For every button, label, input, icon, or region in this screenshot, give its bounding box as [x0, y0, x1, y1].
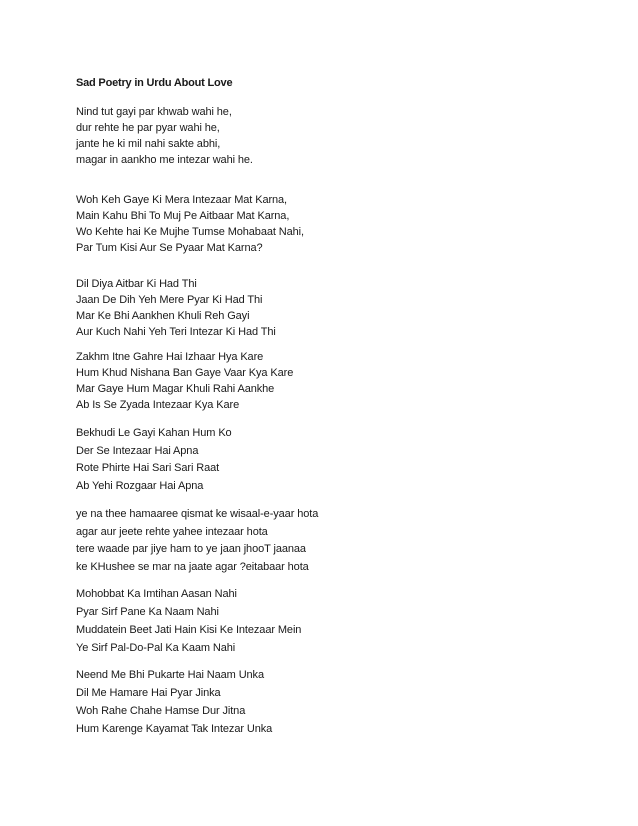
stanza-3 [76, 276, 276, 340]
poem-line: dur rehte he par pyar wahi he, [76, 122, 220, 134]
poem-line: Mar Ke Bhi Aankhen Khuli Reh Gayi [76, 310, 250, 322]
poem-line: Wo Kehte hai Ke Mujhe Tumse Mohabaat Nahi, [76, 226, 304, 238]
poem-line: Mohobbat Ka Imtihan Aasan Nahi [76, 588, 237, 600]
poem-line: Woh Keh Gaye Ki Mera Intezaar Mat Karna, [76, 194, 288, 206]
stanza-1 [76, 104, 253, 168]
poem-line: Main Kahu Bhi To Muj Pe Aitbaar Mat Karna, [76, 210, 290, 222]
poem-line: tere waade par jiye ham to ye jaan jhooT jaanaa [76, 543, 306, 555]
poem-line: ye na thee hamaaree qismat ke wisaal-e-yaar hota [76, 508, 319, 520]
poem-line: Pyar Sirf Pane Ka Naam Nahi [76, 606, 219, 618]
poem-line: Mar Gaye Hum Magar Khuli Rahi Aankhe [76, 383, 275, 395]
document-title: Sad Poetry in Urdu About Love [76, 77, 233, 89]
stanza-2 [76, 192, 304, 256]
poem-line: Ab Is Se Zyada Intezaar Kya Kare [76, 399, 240, 411]
stanza-8 [76, 666, 272, 738]
poem-line: Hum Karenge Kayamat Tak Intezar Unka [76, 723, 273, 735]
poem-line: Jaan De Dih Yeh Mere Pyar Ki Had Thi [76, 294, 263, 306]
poem-line: jante he ki mil nahi sakte abhi, [76, 138, 221, 150]
poem-line: Hum Khud Nishana Ban Gaye Vaar Kya Kare [76, 367, 294, 379]
stanza-5 [76, 425, 232, 495]
poem-line: Ye Sirf Pal-Do-Pal Ka Kaam Nahi [76, 642, 236, 654]
poem-line: Bekhudi Le Gayi Kahan Hum Ko [76, 427, 232, 439]
poem-line: Par Tum Kisi Aur Se Pyaar Mat Karna? [76, 242, 263, 254]
poem-line: agar aur jeete rehte yahee intezaar hota [76, 525, 268, 538]
poem-line: Ab Yehi Rozgaar Hai Apna [76, 479, 204, 492]
poem-line: Rote Phirte Hai Sari Sari Raat [76, 462, 220, 474]
poem-line: Dil Diya Aitbar Ki Had Thi [76, 278, 197, 290]
stanza-6 [76, 506, 318, 576]
poem-line: Neend Me Bhi Pukarte Hai Naam Unka [76, 669, 264, 681]
poem-line: Woh Rahe Chahe Hamse Dur Jitna [76, 705, 246, 717]
poem-line: Aur Kuch Nahi Yeh Teri Intezar Ki Had Thi [76, 326, 276, 338]
poem-line: Nind tut gayi par khwab wahi he, [76, 106, 232, 118]
poem-line: ke KHushee se mar na jaate agar ?eitabaar hota [76, 560, 309, 573]
stanza-7 [76, 585, 301, 657]
poem-line: Dil Me Hamare Hai Pyar Jinka [76, 687, 221, 699]
poem-line: Muddatein Beet Jati Hain Kisi Ke Intezaar Mein [76, 624, 302, 636]
poem-line: magar in aankho me intezar wahi he. [76, 154, 253, 166]
poem-line: Der Se Intezaar Hai Apna [76, 444, 199, 457]
stanza-4 [76, 349, 293, 413]
poem-line: Zakhm Itne Gahre Hai Izhaar Hya Kare [76, 351, 264, 363]
